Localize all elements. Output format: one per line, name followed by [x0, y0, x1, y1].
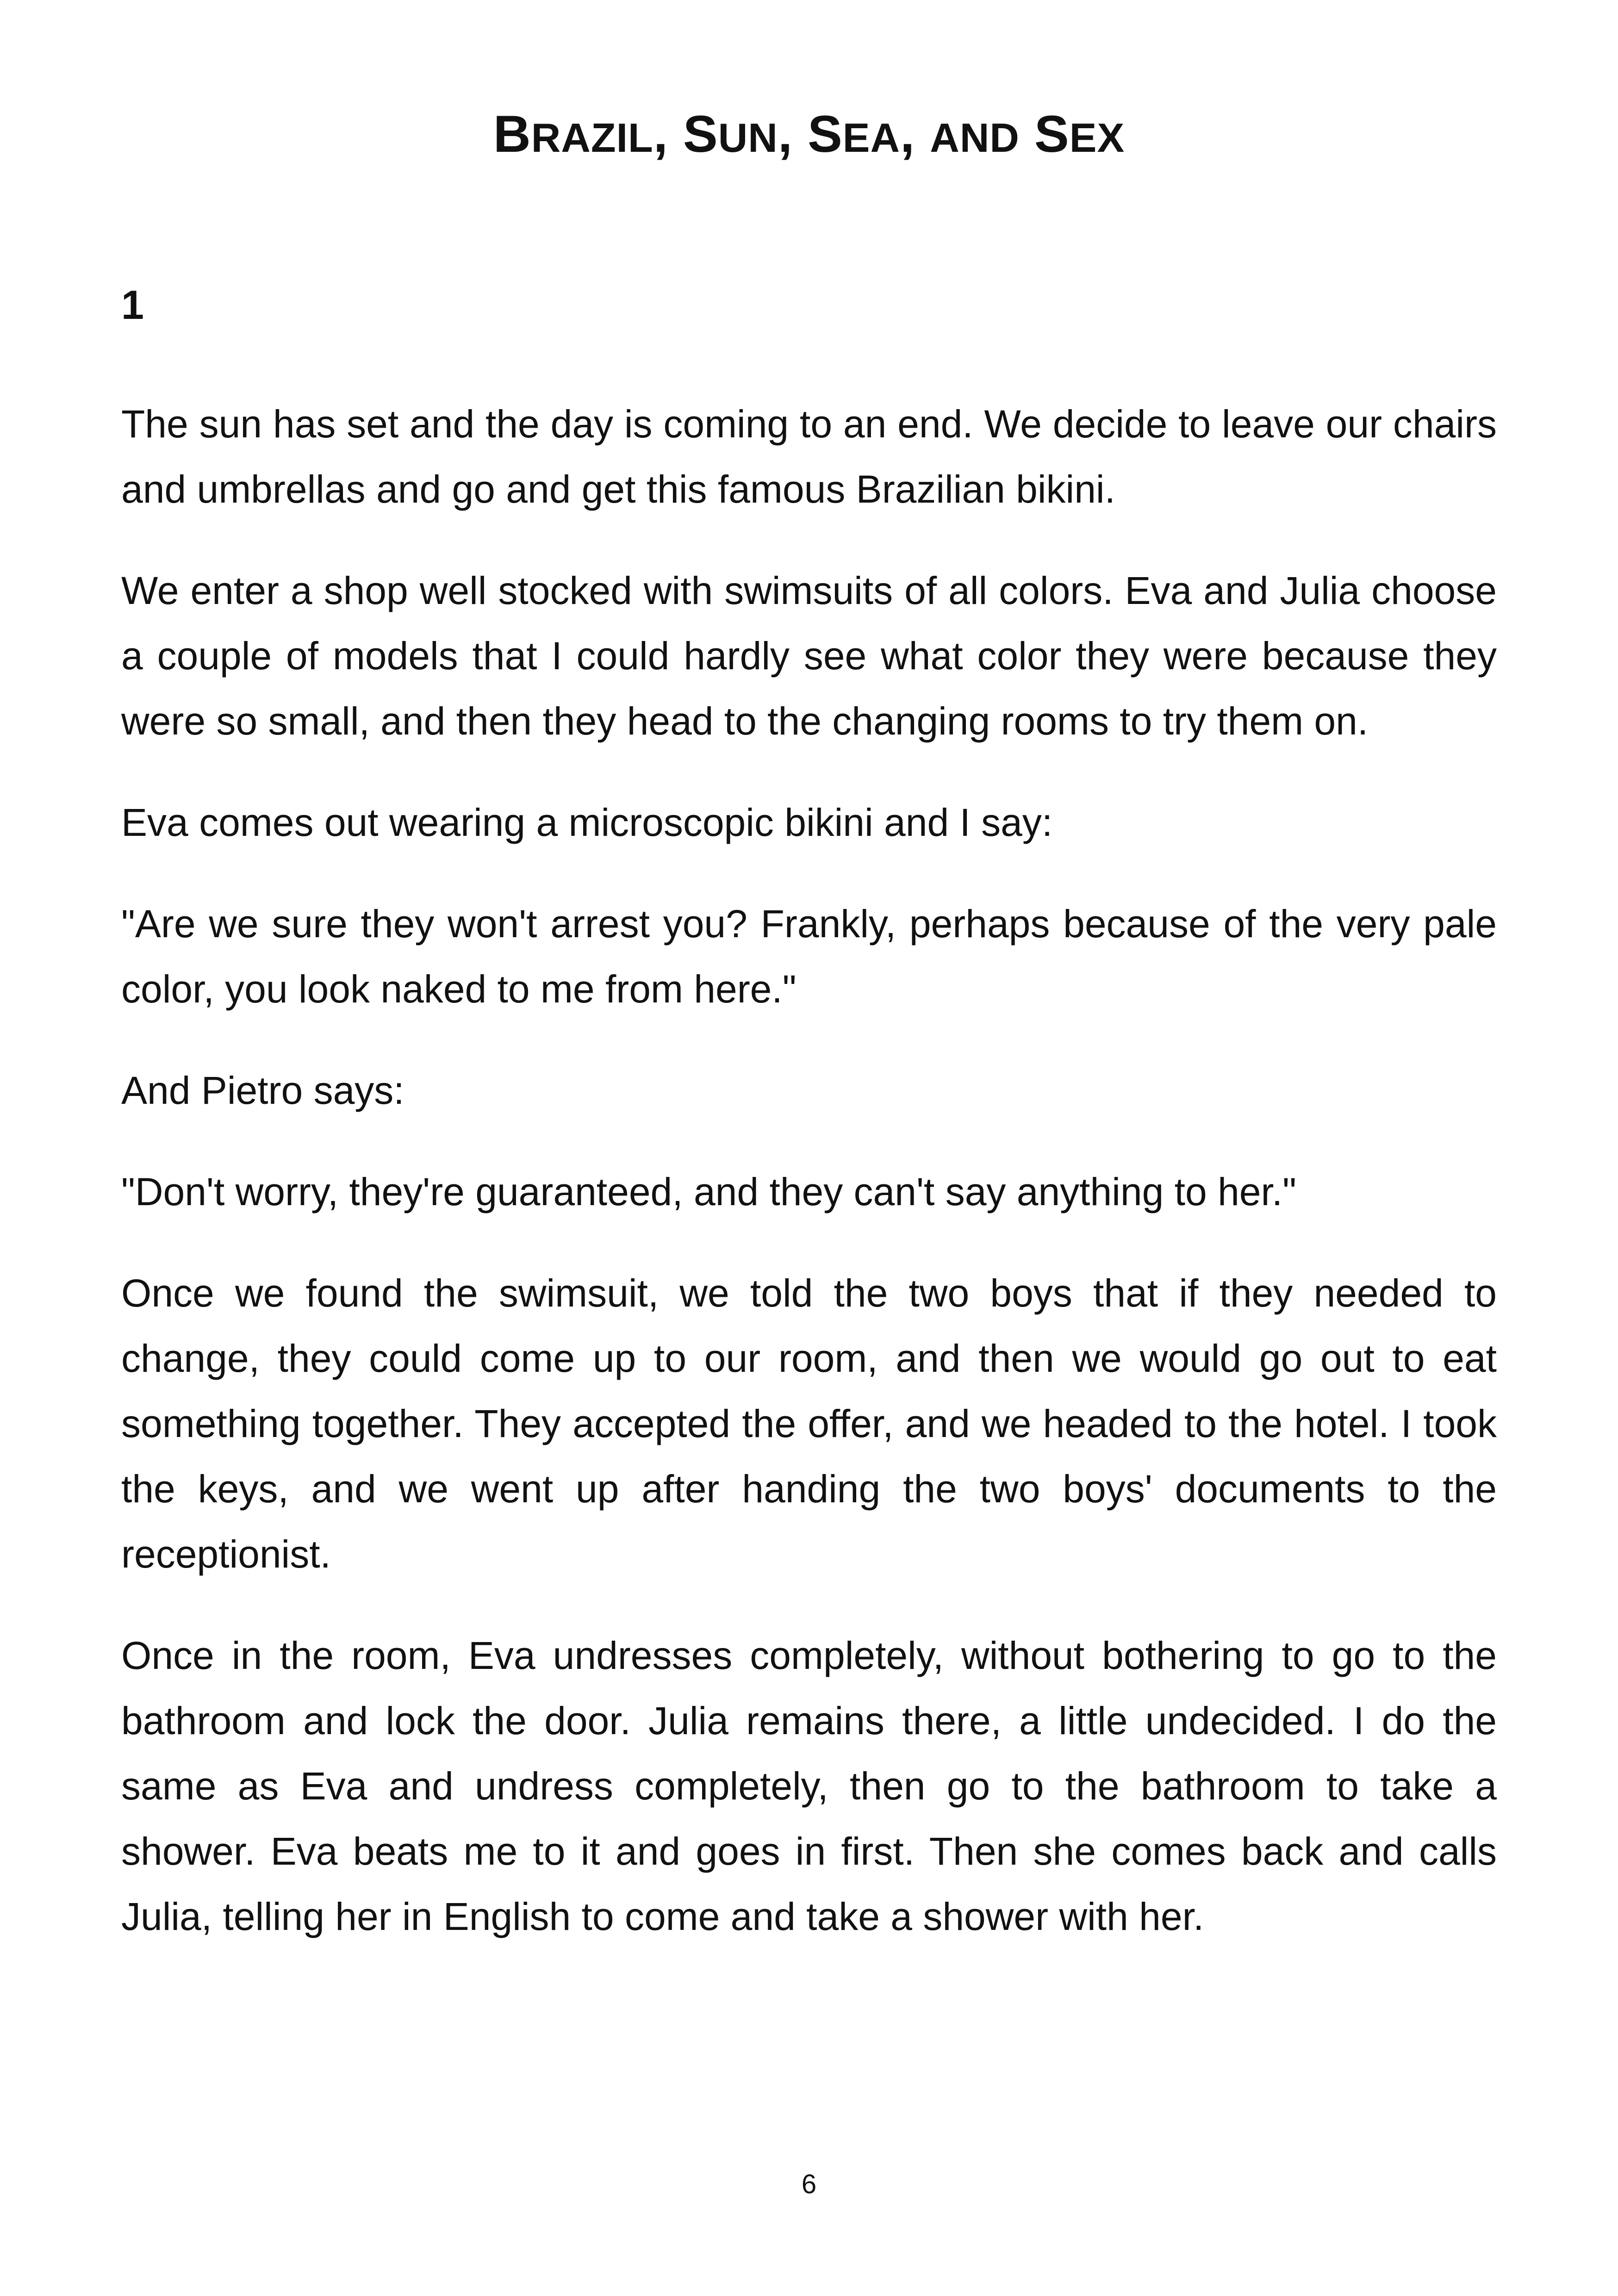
paragraph: And Pietro says: [121, 1069, 404, 1112]
body-text [121, 392, 1497, 1985]
title-part-ea: EA [842, 115, 901, 161]
title-initial-s3: S [1019, 105, 1070, 163]
title-part-un: UN [718, 115, 778, 161]
paragraph: Once in the room, Eva undresses completely, without bothering to go to the bathroom and lock the door. Julia remains there, a little undecided. I do the same as Eva and undress completely, then go to the bathroom to take a shower. Eva beats me to it and goes in first. Then she comes back and calls Julia, telling her in English to come and take a shower with her. [121, 1634, 1497, 1938]
title-initial-s1: , S [653, 105, 718, 163]
title-part-ex: EX [1069, 115, 1125, 161]
paragraph: The sun has set and the day is coming to an end. We decide to leave our chairs and umbrellas and go and get this famous Brazilian bikini. [121, 402, 1497, 511]
title-initial-s2: , S [778, 105, 843, 163]
paragraph: Once we found the swimsuit, we told the two boys that if they needed to change, they could come up to our room, and then we would go out to eat something together. They accepted the offer, and we headed to the hotel. I took the keys, and we went up after handing the two boys' documents to the receptionist. [121, 1271, 1497, 1576]
chapter-number: 1 [121, 282, 144, 328]
paragraph: Eva comes out wearing a microscopic bikini and I say: [121, 801, 1053, 844]
title-initial-b: B [493, 105, 531, 163]
title-part-razil: RAZIL [531, 115, 653, 161]
paragraph: We enter a shop well stocked with swimsuits of all colors. Eva and Julia choose a couple of models that I could hardly see what color they were because they were so small, and then they head to the changing rooms to try them on. [121, 569, 1497, 743]
title-separator: , [900, 105, 930, 163]
page-number: 6 [801, 2169, 817, 2199]
chapter-title [0, 102, 1618, 170]
title-part-and: AND [930, 115, 1020, 161]
paragraph: "Don't worry, they're guaranteed, and they can't say anything to her." [121, 1170, 1296, 1213]
paragraph: "Are we sure they won't arrest you? Frankly, perhaps because of the very pale color, you look naked to me from here." [121, 902, 1497, 1011]
